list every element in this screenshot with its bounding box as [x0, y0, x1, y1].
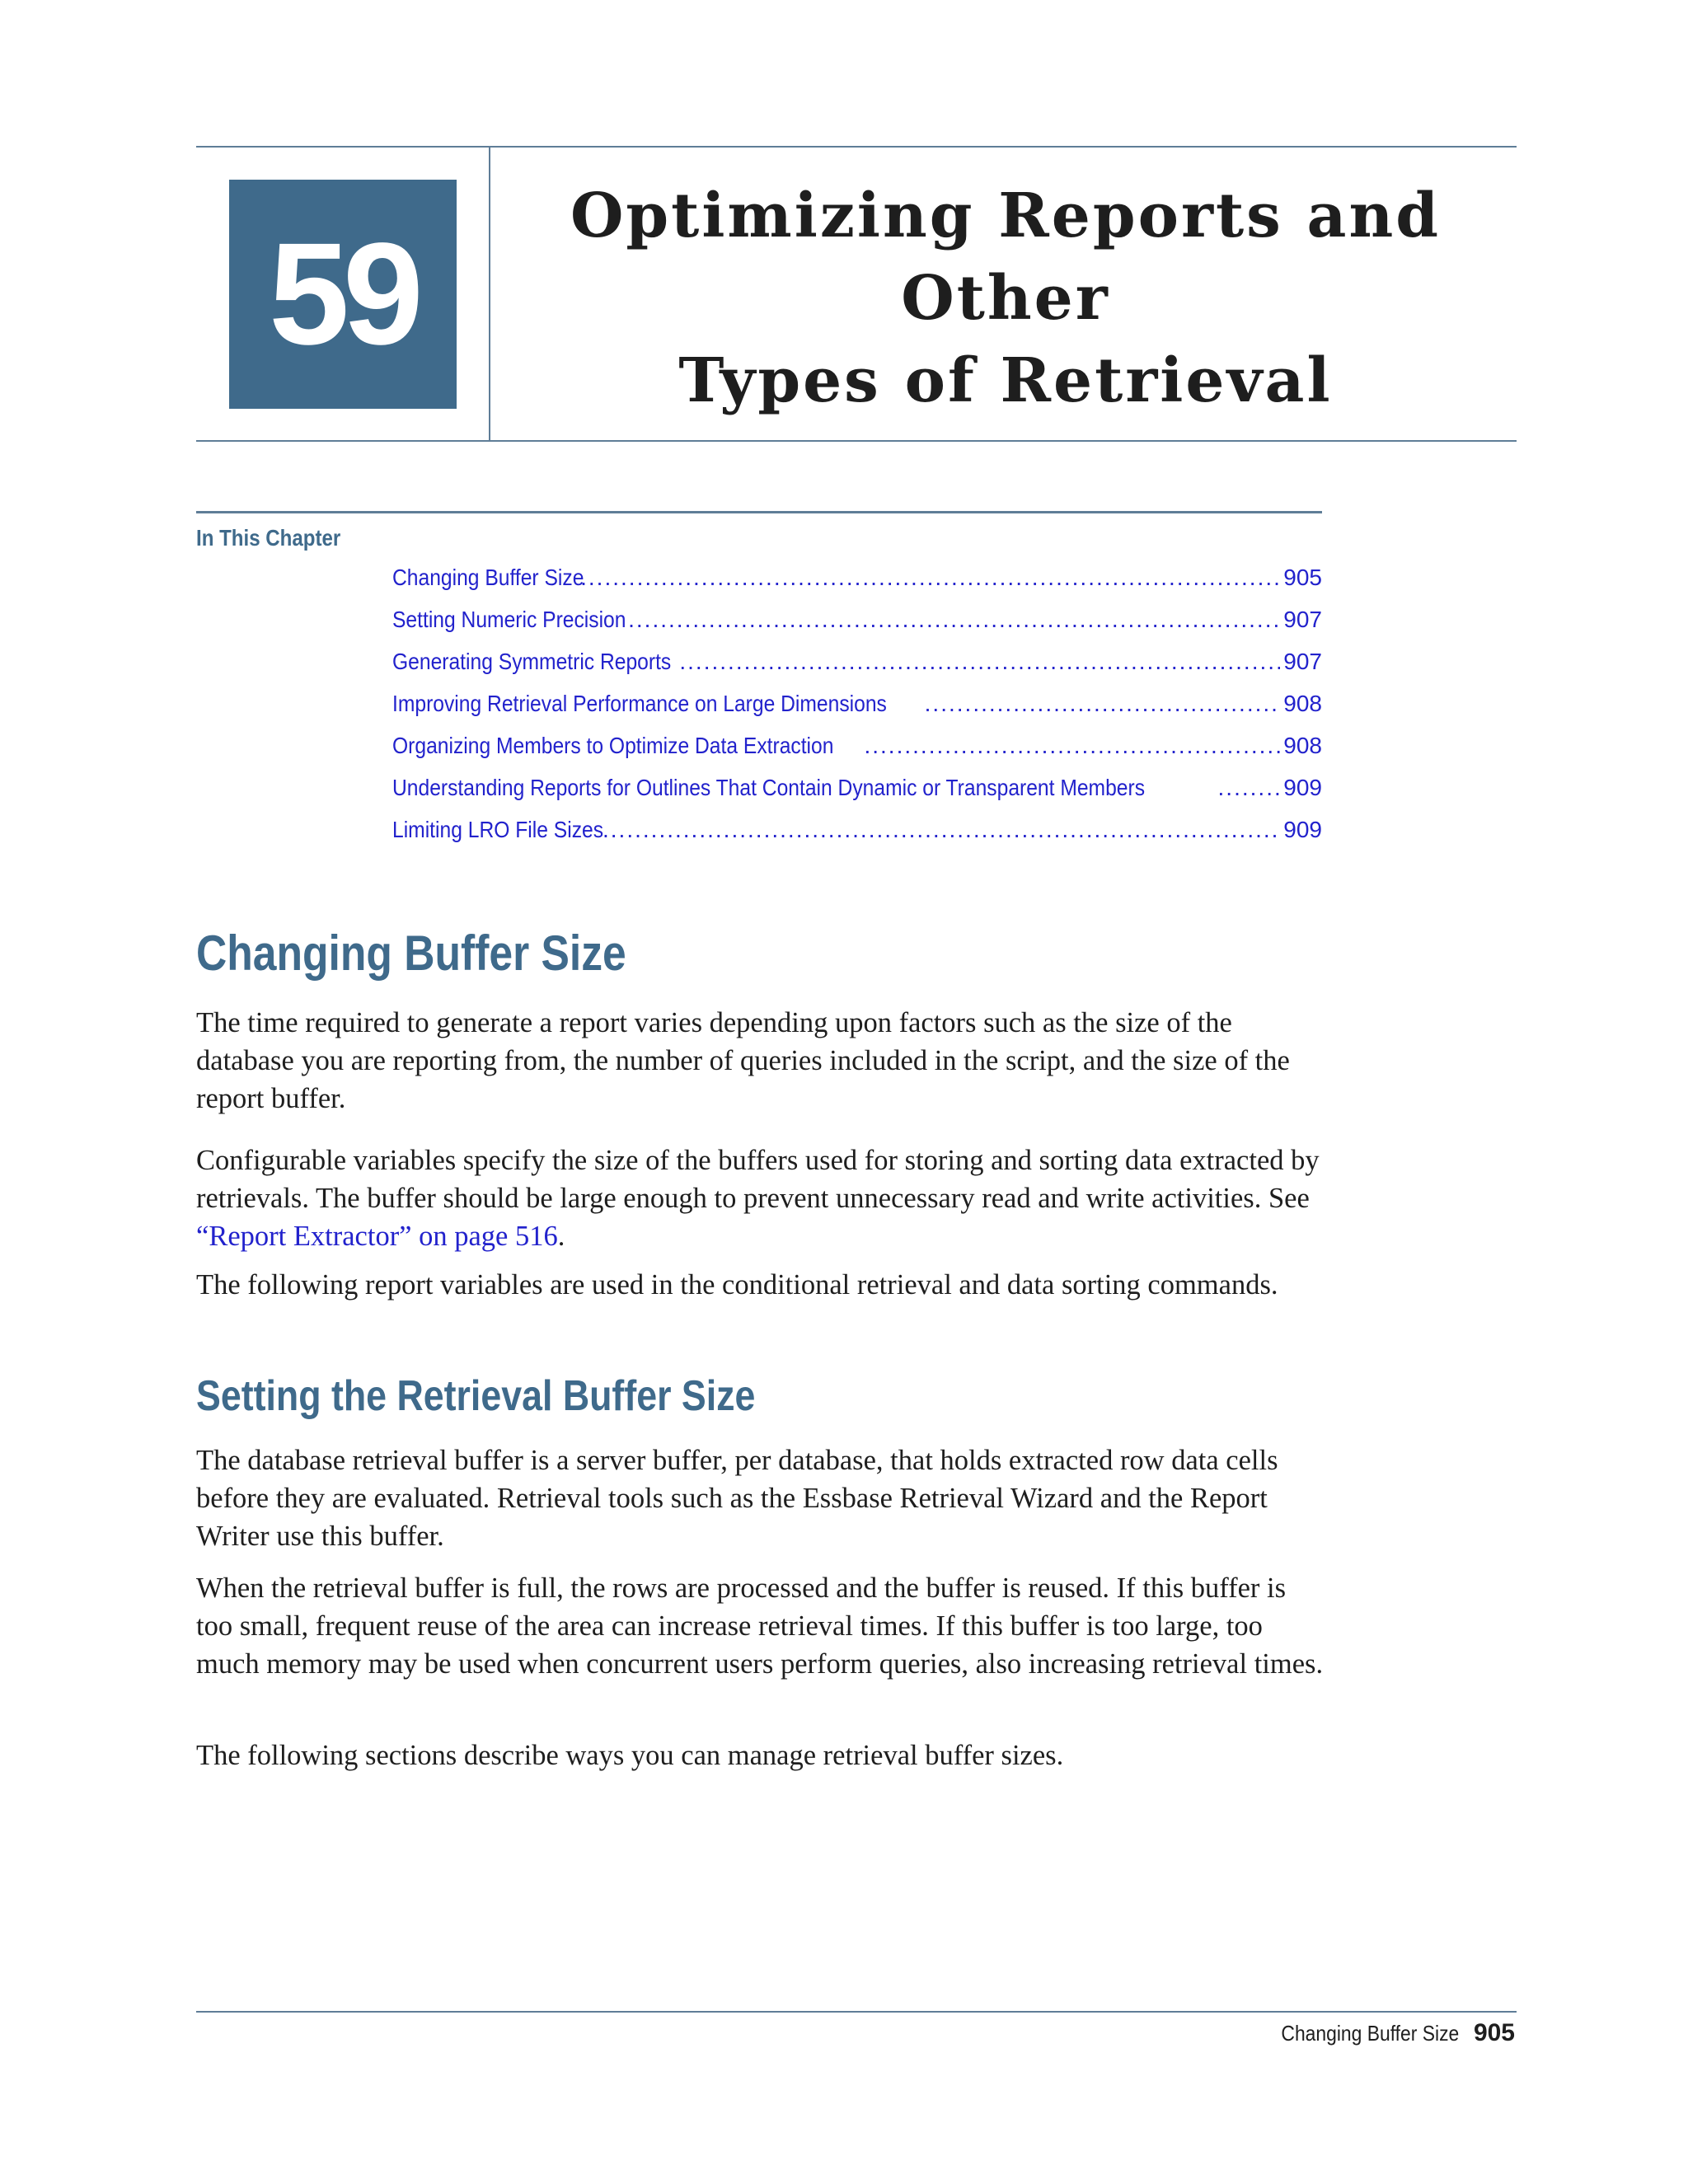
toc-entry[interactable]: [392, 817, 1322, 859]
header-bottom-rule: [196, 440, 1517, 442]
toc-leader-dots: [925, 691, 1281, 717]
toc-entry-title[interactable]: Setting Numeric Precision: [392, 607, 626, 632]
chapter-number-badge: [229, 180, 457, 409]
toc-leader-dots: [1218, 775, 1281, 801]
toc-entry-page[interactable]: 909: [1283, 817, 1322, 842]
paragraph-text: Configurable variables specify the size of the buffers used for storing and sorting data extracted by retrievals. The buffer should be large enough to prevent unnecessary read and write activities. See: [196, 1145, 1320, 1214]
body-paragraph: The database retrieval buffer is a server buffer, per database, that holds extracted row data cells before they are evaluated. Retrieval tools such as the Essbase Retrieval Wizard and the Report Writer use this buffer.: [196, 1445, 1278, 1552]
toc-entry-page[interactable]: 908: [1283, 733, 1322, 758]
toc-entry-title[interactable]: Improving Retrieval Performance on Large Dimensions: [392, 691, 887, 716]
toc-entry[interactable]: [392, 691, 1322, 733]
toc-leader-dots: [864, 733, 1280, 759]
toc-entry-page[interactable]: 907: [1283, 607, 1322, 632]
chapter-title-line2: Types of Retrieval: [678, 345, 1333, 416]
chapter-number: 59: [269, 213, 417, 375]
page-footer: [1257, 2019, 1515, 2047]
chapter-title-line1: Optimizing Reports and Other: [570, 180, 1442, 334]
toc-leader-dots: [603, 817, 1280, 843]
toc-entry-title[interactable]: Changing Buffer Size: [392, 565, 584, 590]
toc-entry-page[interactable]: 905: [1283, 565, 1322, 590]
toc-entry-page[interactable]: 909: [1283, 775, 1322, 800]
toc-entry[interactable]: [392, 733, 1322, 775]
body-paragraph: The following report variables are used in the conditional retrieval and data sorting commands.: [196, 1269, 1278, 1301]
section-heading: Changing Buffer Size: [196, 926, 626, 981]
toc-top-rule: [196, 511, 1322, 513]
toc-entry[interactable]: [392, 607, 1322, 649]
toc-entry-page[interactable]: 907: [1283, 649, 1322, 674]
toc-leader-dots: [580, 565, 1280, 591]
footer-page-number: 905: [1473, 2019, 1515, 2046]
toc-leader-dots: [628, 607, 1280, 633]
body-paragraph: When the retrieval buffer is full, the rows are processed and the buffer is reused. If this buffer is too small, frequent reuse of the area can increase retrieval times. If this buffer is too large, too much memory may be used when concurrent users perform queries, also increasing retrieval times.: [196, 1572, 1324, 1680]
toc-entry-title[interactable]: Organizing Members to Optimize Data Extraction: [392, 733, 834, 758]
body-paragraph: The time required to generate a report varies depending upon factors such as the size of the database you are reporting from, the number of queries included in the script, and the size of the report buffer.: [196, 1007, 1290, 1114]
footer-section-title: Changing Buffer Size: [1281, 2021, 1459, 2046]
footer-rule: [196, 2011, 1517, 2013]
subsection-heading: Setting the Retrieval Buffer Size: [196, 1372, 756, 1420]
chapter-toc: [392, 565, 1322, 859]
cross-reference-link[interactable]: “Report Extractor” on page 516: [196, 1221, 558, 1252]
toc-entry-title[interactable]: Understanding Reports for Outlines That Contain Dynamic or Transparent Members: [392, 775, 1146, 800]
chapter-title: [495, 175, 1517, 422]
in-this-chapter-label: In This Chapter: [196, 525, 341, 551]
header-top-rule: [196, 146, 1517, 148]
toc-entry-page[interactable]: 908: [1283, 691, 1322, 716]
toc-entry-title[interactable]: Limiting LRO File Sizes: [392, 817, 604, 842]
toc-entry-title[interactable]: Generating Symmetric Reports: [392, 649, 672, 674]
toc-leader-dots: [679, 649, 1280, 675]
body-paragraph: The following sections describe ways you can manage retrieval buffer sizes.: [196, 1740, 1064, 1771]
toc-entry[interactable]: [392, 649, 1322, 691]
paragraph-text: .: [557, 1221, 565, 1252]
toc-entry[interactable]: [392, 565, 1322, 607]
header-divider: [489, 146, 490, 440]
body-paragraph: [196, 1141, 1325, 1255]
toc-entry[interactable]: [392, 775, 1322, 817]
